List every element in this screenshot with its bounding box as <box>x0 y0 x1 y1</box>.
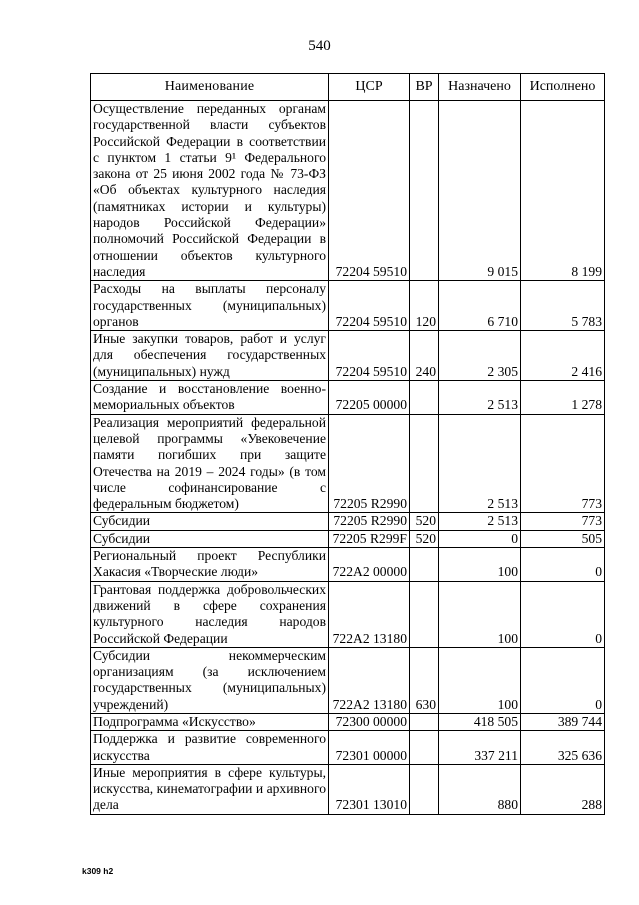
cell-planned: 2 513 <box>439 381 521 415</box>
cell-vr: 240 <box>410 331 439 381</box>
cell-csr: 72205 R299F <box>329 530 410 547</box>
header-vr: ВР <box>410 74 439 101</box>
cell-name: Иные закупки товаров, работ и услуг для обеспечения государственных (муниципальных) нужд <box>91 331 329 381</box>
cell-csr: 722A2 13180 <box>329 647 410 713</box>
cell-planned: 100 <box>439 548 521 582</box>
cell-planned: 0 <box>439 530 521 547</box>
cell-vr <box>410 548 439 582</box>
cell-csr: 72204 59510 <box>329 101 410 281</box>
table-row <box>91 764 605 814</box>
cell-csr: 722A2 00000 <box>329 548 410 582</box>
table-row <box>91 548 605 582</box>
cell-vr <box>410 731 439 765</box>
cell-vr: 120 <box>410 281 439 331</box>
cell-vr: 520 <box>410 530 439 547</box>
cell-csr: 72205 R2990 <box>329 414 410 513</box>
cell-vr <box>410 101 439 281</box>
cell-csr: 72204 59510 <box>329 331 410 381</box>
cell-planned: 2 305 <box>439 331 521 381</box>
cell-planned: 9 015 <box>439 101 521 281</box>
cell-vr <box>410 381 439 415</box>
cell-planned: 880 <box>439 764 521 814</box>
cell-executed: 0 <box>521 581 605 647</box>
header-planned: Назначено <box>439 74 521 101</box>
cell-name: Иные мероприятия в сфере культуры, искусства, кинематографии и архивного дела <box>91 764 329 814</box>
cell-planned: 6 710 <box>439 281 521 331</box>
cell-name: Субсидии <box>91 513 329 530</box>
cell-vr <box>410 713 439 730</box>
cell-executed: 773 <box>521 513 605 530</box>
cell-planned: 2 513 <box>439 513 521 530</box>
table-row <box>91 647 605 713</box>
cell-executed: 8 199 <box>521 101 605 281</box>
header-name: Наименование <box>91 74 329 101</box>
header-executed: Исполнено <box>521 74 605 101</box>
cell-executed: 0 <box>521 647 605 713</box>
footer-code: k309 h2 <box>82 866 114 876</box>
cell-executed: 773 <box>521 414 605 513</box>
cell-csr: 72205 00000 <box>329 381 410 415</box>
cell-executed: 325 636 <box>521 731 605 765</box>
cell-csr: 72301 13010 <box>329 764 410 814</box>
cell-csr: 722A2 13180 <box>329 581 410 647</box>
table-row <box>91 581 605 647</box>
header-csr: ЦСР <box>329 74 410 101</box>
table-row <box>91 101 605 281</box>
cell-csr: 72205 R2990 <box>329 513 410 530</box>
table-row <box>91 414 605 513</box>
table-body <box>91 101 605 815</box>
cell-name: Субсидии некоммерческим организациям (за исключением государственных (муниципальных) учреждений) <box>91 647 329 713</box>
cell-csr: 72300 00000 <box>329 713 410 730</box>
cell-vr <box>410 414 439 513</box>
table-row <box>91 713 605 730</box>
cell-executed: 505 <box>521 530 605 547</box>
table-header-row <box>91 74 605 101</box>
page-number: 540 <box>308 38 331 54</box>
cell-executed: 5 783 <box>521 281 605 331</box>
cell-name: Осуществление переданных органам государственной власти субъектов Российской Федерации в соответствии с пунктом 1 статьи 9¹ Федерального закона от 25 июня 2002 года № 73-ФЗ «Об объектах культурного наследия (памятниках истории и культуры) народов Российской Федерации» полномочий Российской Федерации в отношении объектов культурного наследия <box>91 101 329 281</box>
table-row <box>91 530 605 547</box>
cell-planned: 418 505 <box>439 713 521 730</box>
cell-name: Создание и восстановление военно-мемориальных объектов <box>91 381 329 415</box>
cell-vr: 630 <box>410 647 439 713</box>
cell-planned: 100 <box>439 647 521 713</box>
cell-executed: 288 <box>521 764 605 814</box>
cell-csr: 72301 00000 <box>329 731 410 765</box>
cell-vr: 520 <box>410 513 439 530</box>
cell-name: Поддержка и развитие современного искусства <box>91 731 329 765</box>
cell-executed: 0 <box>521 548 605 582</box>
cell-name: Подпрограмма «Искусство» <box>91 713 329 730</box>
table-row <box>91 381 605 415</box>
table-row <box>91 331 605 381</box>
cell-name: Региональный проект Республики Хакасия «Творческие люди» <box>91 548 329 582</box>
cell-csr: 72204 59510 <box>329 281 410 331</box>
cell-vr <box>410 581 439 647</box>
cell-vr <box>410 764 439 814</box>
cell-planned: 100 <box>439 581 521 647</box>
table-row <box>91 731 605 765</box>
cell-planned: 2 513 <box>439 414 521 513</box>
cell-name: Субсидии <box>91 530 329 547</box>
cell-planned: 337 211 <box>439 731 521 765</box>
cell-executed: 2 416 <box>521 331 605 381</box>
cell-executed: 1 278 <box>521 381 605 415</box>
budget-table <box>90 73 605 815</box>
table-row <box>91 513 605 530</box>
table-row <box>91 281 605 331</box>
cell-executed: 389 744 <box>521 713 605 730</box>
cell-name: Грантовая поддержка добровольческих движений в сфере сохранения культурного наследия народов Российской Федерации <box>91 581 329 647</box>
cell-name: Расходы на выплаты персоналу государственных (муниципальных) органов <box>91 281 329 331</box>
cell-name: Реализация мероприятий федеральной целевой программы «Увековечение памяти погибших при защите Отечества на 2019 – 2024 годы» (в том числе софинансирование с федеральным бюджетом) <box>91 414 329 513</box>
